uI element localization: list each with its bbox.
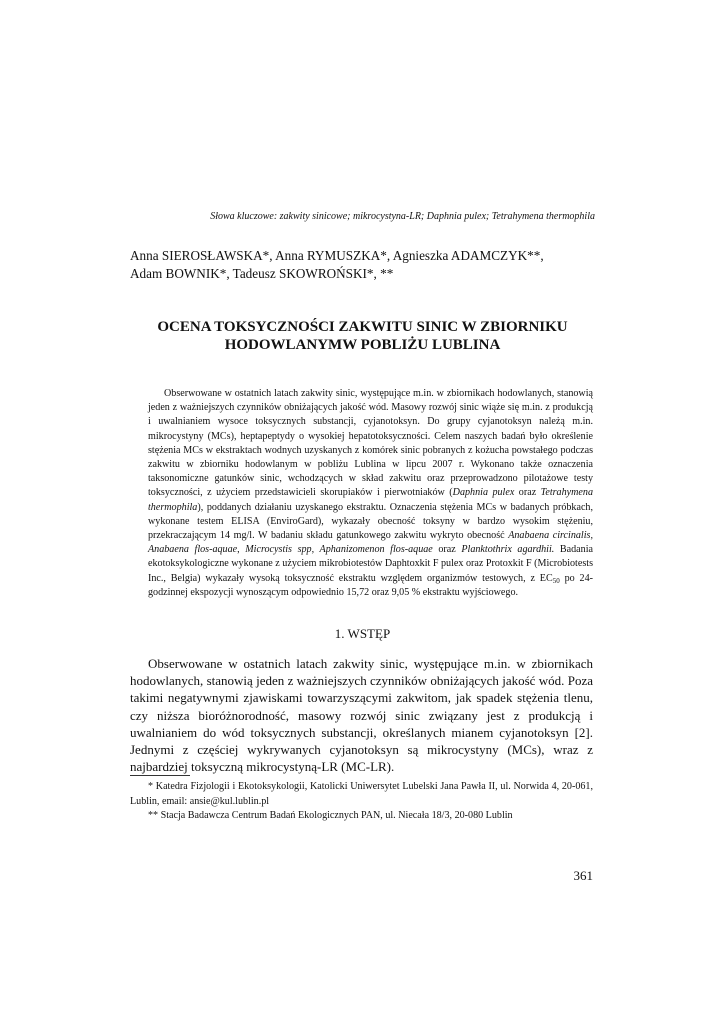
abstract-comma: ,	[237, 544, 246, 556]
abstract-conj-1: oraz	[514, 487, 541, 499]
body-paragraph: Obserwowane w ostatnich latach zakwity sinic, występujące m.in. w zbiornikach hodowlanych, stanowią jeden z ważniejszych czynników obniżających jakość wód. Poza takimi negatywnymi zjawiskami towarzyszącymi zakwitom, jak spadek stężenia tlenu, czy niższa bioróżnorodność, masowy rozwój sinic związany jest z produkcją i uwalnianiem do wód toksycznych substancji, określanych mianem cyjanotoksyn [2]. Jednymi z częściej wykrywanych cyjanotoksyn są mikrocystyny (MCs), wraz z najbardziej toksyczną mikrocystyną-LR (MC-LR).	[130, 656, 593, 775]
page-number: 361	[573, 868, 593, 883]
footnotes	[130, 780, 593, 824]
species-microcystis: Microcystis spp, Aphanizomenon flos-aquae	[245, 544, 433, 556]
abstract-text-2: ), poddanych działaniu uzyskanego ekstraktu. Oznaczenia stężenia MCs w badanych próbkach, wykonane testem ELISA (EnviroGard), wykazały obecność toksyny w bardzo wysokim stężeniu, przekraczającym 14 mg/l. W badaniu składu gatunkowego zakwitu wykryto obecność	[148, 501, 593, 542]
footnote-1: * Katedra Fizjologii i Ekotoksykologii, Katolicki Uniwersytet Lubelski Jana Pawła II, ul. Norwida 4, 20-061, Lublin, email: ansie@kul.lublin.pl	[130, 781, 593, 807]
footnote-2: ** Stacja Badawcza Centrum Badań Ekologicznych PAN, ul. Niecała 18/3, 20-080 Lublin	[148, 810, 513, 821]
abstract-paragraph	[148, 387, 593, 600]
abstract-text-1: Obserwowane w ostatnich latach zakwity sinic, występujące m.in. w zbiornikach hodowlanych, stanowią jeden z ważniejszych czynników obniżających jakość wód. Masowy rozwój sinic wiąże się m.in. z produkcją i uwalnianiem wysoce toksycznych substancji, cyjanotoksyn. Do grupy cyjanotoksyn należą m.in. mikrocystyny (MCs), heptapeptydy o wysokiej hepatotoksyczności. Celem naszych badań było określenie stężenia MCs w ekstraktach wodnych uzyskanych z komórek sinic pobranych z kożucha powstałego podczas zakwitu w zbiorniku hodowlanym w pobliżu Lublina w lipcu 2007 r. Wykonano także oznaczenia taksonomiczne gatunków sinic, wchodzących w skład zakwitu oraz przeprowadzono pilotażowe testy toksyczności, z użyciem przedstawicieli skorupiaków i pierwotniaków (	[148, 388, 593, 499]
authors-line-2: Adam BOWNIK*, Tadeusz SKOWROŃSKI*, **	[130, 266, 394, 281]
species-anabaena: Anabaena circinalis, Anabaena flos-aquae	[148, 530, 593, 556]
ec-subscript: 50	[552, 576, 560, 585]
abstract-conj-2: oraz	[432, 544, 462, 556]
footnote-divider	[130, 775, 190, 776]
keywords: Słowa kluczowe: zakwity sinicowe; mikrocystyna-LR; Daphnia pulex; Tetrahymena thermophila	[210, 211, 595, 222]
title-line-2: HODOWLANYMW POBLIŻU LUBLINA	[224, 337, 501, 353]
abstract	[148, 387, 593, 600]
body-text	[130, 655, 593, 775]
authors-line-1: Anna SIEROSŁAWSKA*, Anna RYMUSZKA*, Agnieszka ADAMCZYK**,	[130, 248, 544, 263]
section-heading: 1. WSTĘP	[334, 626, 391, 641]
paper-title	[130, 318, 595, 354]
title-line-1: OCENA TOKSYCZNOŚCI ZAKWITU SINIC W ZBIORNIKU	[157, 319, 568, 335]
authors	[130, 247, 595, 283]
species-planktothrix: Planktothrix agardhii.	[461, 544, 555, 556]
abstract-text-3: Badania ekotoksykologiczne wykonane z użyciem mikrobiotestów Daphtoxkit F pulex oraz Protoxkit F (Microbiotests Inc., Belgia) wykazały wysoką toksyczność ekstraktu względem organizmów testowych, z EC	[148, 544, 593, 584]
abstract-text-4: po 24-godzinnej ekspozycji wynoszącym odpowiednio 15,72 oraz 9,05 % ekstraktu wyjściowego.	[148, 572, 593, 598]
species-daphnia: Daphnia pulex	[452, 487, 515, 499]
species-tetrahymena: Tetrahymena thermophila	[148, 487, 593, 513]
